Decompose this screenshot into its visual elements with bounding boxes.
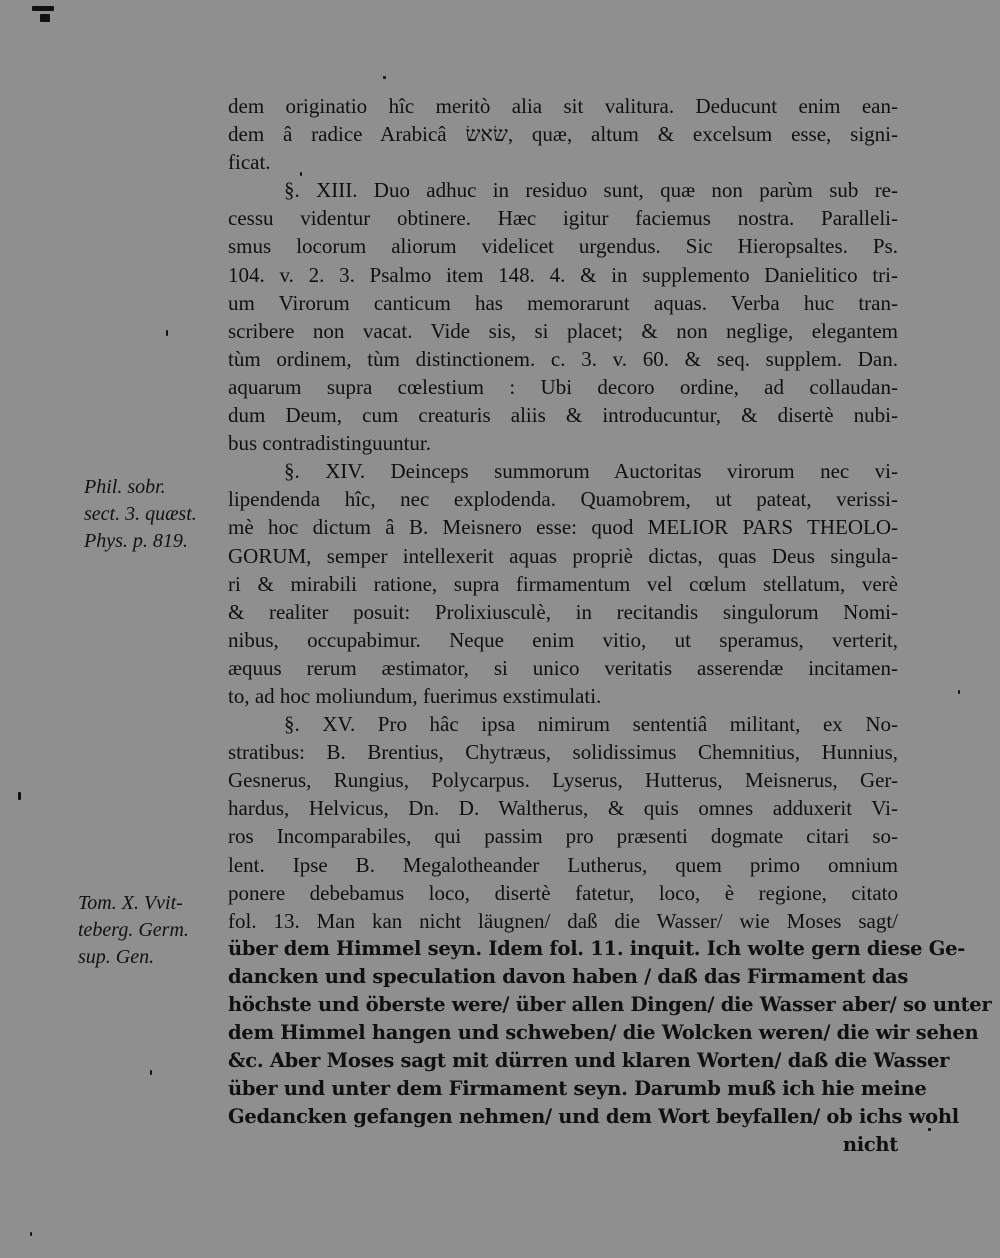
section-heading-line: §. XV. Pro hâc ipsa nimirum sententiâ militant, ex No- <box>284 712 898 737</box>
text-line: æquus rerum æstimator, si unico veritatis asserendæ incitamen- <box>228 655 898 680</box>
text-line: aquarum supra cœlestium : Ubi decoro ordine, ad collaudan- <box>228 374 898 399</box>
scan-speck <box>18 792 21 800</box>
text-line: ponere debebamus loco, disertè fatetur, loco, è regione, citato <box>228 880 898 905</box>
text-line: lipendenda hîc, nec explodenda. Quamobrem, ut pateat, verissi- <box>228 487 898 512</box>
scan-speck <box>928 1128 931 1131</box>
text-line: GORUM, semper intellexerit aquas propriè dictas, quas Deus singula- <box>228 543 898 568</box>
text-line: dem originatio hîc meritò alia sit valitura. Deducunt enim ean- <box>228 94 898 118</box>
text-line: nibus, occupabimur. Neque enim vitio, ut speramus, verterit, <box>228 627 898 652</box>
german-text-line: Gedancken gefangen nehmen/ und dem Wort beyfallen/ ob ichs wohl <box>228 1105 959 1129</box>
text-line: smus locorum aliorum videlicet urgendus. Sic Hieropsaltes. Ps. <box>228 234 898 259</box>
margin-note-line: Phys. p. 819. <box>84 530 188 552</box>
scan-speck <box>166 330 168 336</box>
body-text <box>228 92 992 1160</box>
scan-speck <box>30 1232 32 1236</box>
scan-speck <box>383 76 386 79</box>
scan-speck <box>32 6 54 11</box>
catchword: nicht <box>842 1133 898 1157</box>
german-text-line: über dem Himmel seyn. Idem fol. 11. inquit. Ich wolte gern diese Ge- <box>228 936 966 960</box>
section-heading-line: §. XIV. Deinceps summorum Auctoritas virorum nec vi- <box>284 459 898 484</box>
text-line: ri & mirabili ratione, supra firmamentum vel cœlum stellatum, verè <box>228 571 898 596</box>
text-line: tùm ordinem, tùm distinctionem. c. 3. v. 60. & seq. supplem. Dan. <box>228 346 898 371</box>
scan-speck <box>40 14 50 22</box>
scan-speck <box>300 172 302 176</box>
margin-note-line: sup. Gen. <box>78 946 155 968</box>
german-text-line: höchste und öberste were/ über allen Dingen/ die Wasser aber/ so unter <box>228 993 992 1016</box>
text-line: hardus, Helvicus, Dn. D. Waltherus, & quis omnes adduxerit Vi- <box>228 796 898 821</box>
german-text-line: &c. Aber Moses sagt mit dürren und klaren Worten/ daß die Wasser <box>228 1049 950 1073</box>
text-line: mè hoc dictum â B. Meisnero esse: quod MELIOR PARS THEOLO- <box>228 515 898 540</box>
text-line: ficat. <box>228 150 271 175</box>
german-text-line: über und unter dem Firmament seyn. Darumb muß ich hie meine <box>228 1077 927 1101</box>
text-line: stratibus: B. Brentius, Chytræus, solidissimus Chemnitius, Hunnius, <box>228 740 898 765</box>
margin-note-line: Phil. sobr. <box>84 476 166 498</box>
text-line: Gesnerus, Rungius, Polycarpus. Lyserus, Hutterus, Meisnerus, Ger- <box>228 768 898 793</box>
scan-speck <box>150 1070 152 1075</box>
margin-note-line: teberg. Germ. <box>78 919 189 941</box>
margin-note-tom-x <box>78 890 189 971</box>
section-heading-line: §. XIII. Duo adhuc in residuo sunt, quæ non parùm sub re- <box>284 178 898 203</box>
german-text-line: dem Himmel hangen und schweben/ die Wolcken weren/ die wir sehen <box>228 1021 979 1045</box>
text-line: dum Deum, cum creaturis aliis & introducuntur, & disertè nubi- <box>228 403 898 428</box>
margin-note-line: sect. 3. quæst. <box>84 503 197 525</box>
text-line: fol. 13. Man kan nicht läugnen/ daß die Wasser/ wie Moses sagt/ <box>228 908 898 933</box>
text-line: um Virorum canticum has memorarunt aquas. Verba huc tran- <box>228 290 898 315</box>
text-line: cessu videntur obtinere. Hæc igitur faciemus nostra. Paralleli- <box>228 206 898 231</box>
text-line: dem â radice Arabicâ שׂאשׂ, quæ, altum & excelsum esse, signi- <box>228 122 898 147</box>
text-line: 104. v. 2. 3. Psalmo item 148. 4. & in supplemento Danielitico tri- <box>228 262 898 287</box>
margin-note-line: Tom. X. Vvit- <box>78 892 183 914</box>
scan-speck <box>958 690 960 694</box>
text-line: & realiter posuit: Prolixiusculè, in recitandis singulorum Nomi- <box>228 599 898 624</box>
german-text-line: dancken und speculation davon haben / daß das Firmament das <box>228 964 909 988</box>
text-line: lent. Ipse B. Megalotheander Lutherus, quem primo omnium <box>228 852 898 877</box>
text-line: bus contradistinguuntur. <box>228 431 431 456</box>
text-line: ros Incomparabiles, qui passim pro præsenti dogmate citari so- <box>228 824 898 849</box>
text-line: to, ad hoc moliundum, fuerimus exstimulati. <box>228 683 602 708</box>
margin-note-phil-sobr <box>84 474 197 555</box>
text-line: scribere non vacat. Vide sis, si placet; & non neglige, elegantem <box>228 318 898 343</box>
